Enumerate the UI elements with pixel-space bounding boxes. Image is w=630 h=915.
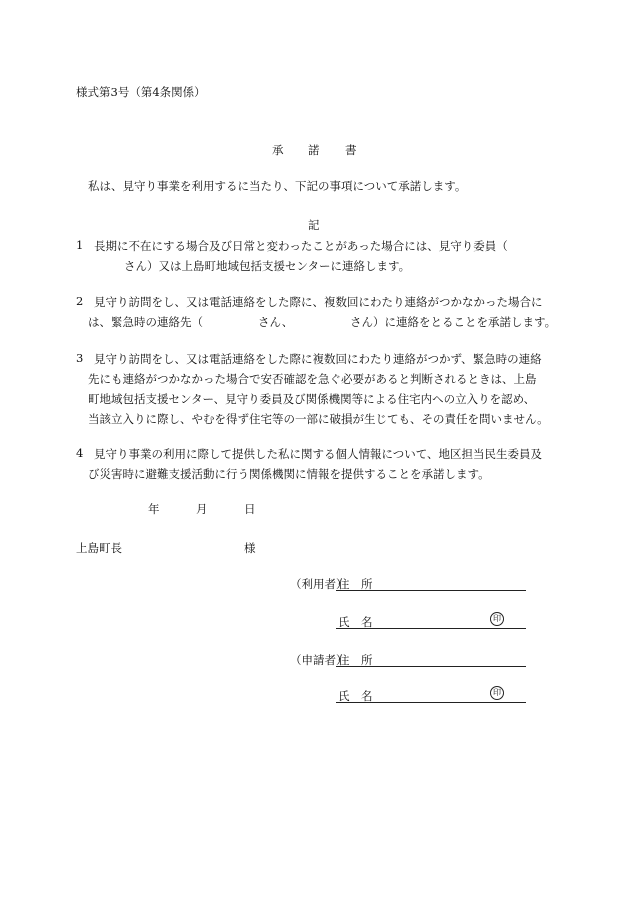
applicant-seal-mark: 印 — [490, 686, 504, 700]
item-line: 長期に不在にする場合及び日常と変わったことがあった場合には、見守り委員（ — [94, 239, 508, 253]
item-line: び災害時に避難支援活動に行う関係機関に情報を提供することを承諾します。 — [88, 467, 490, 481]
user-address-field[interactable] — [336, 590, 526, 591]
item-number: 1 — [76, 238, 84, 252]
title-char-1: 承 — [272, 143, 284, 157]
date-day-label: 日 — [244, 502, 256, 516]
item-number: 4 — [76, 446, 84, 460]
intro-text: 私は、見守り事業を利用するに当たり、下記の事項について承諾します。 — [88, 179, 467, 193]
item-line: は、緊急時の連絡先（ — [88, 315, 203, 329]
addressee-sama: 様 — [244, 541, 256, 555]
ki-heading: 記 — [308, 218, 320, 232]
title-char-2: 諾 — [308, 143, 320, 157]
user-address-label: 住 所 — [338, 577, 373, 591]
item-line: 見守り訪問をし、又は電話連絡をした際に複数回にわたり連絡がつかず、緊急時の連絡 — [94, 352, 542, 366]
item-line: さん）に連絡をとることを承諾します。 — [350, 315, 557, 329]
item-line: 見守り訪問をし、又は電話連絡をした際に、複数回にわたり連絡がつかなかった場合に — [94, 295, 543, 309]
applicant-role-label: （申請者） — [290, 653, 348, 667]
applicant-name-label: 氏 名 — [338, 689, 373, 703]
form-number: 様式第3号（第4条関係） — [76, 85, 206, 99]
date-year-label: 年 — [148, 502, 160, 516]
item-line: さん、 — [258, 315, 294, 329]
item-line: 先にも連絡がつかなかった場合で安否確認を急ぐ必要があると判断されるときは、上島 — [88, 372, 537, 386]
item-line: 見守り事業の利用に際して提供した私に関する個人情報について、地区担当民生委員及 — [94, 447, 543, 461]
user-role-label: （利用者） — [290, 577, 348, 591]
date-month-label: 月 — [196, 502, 208, 516]
item-line: 町地域包括支援センター、見守り委員及び関係機関等による住宅内への立入りを認め、 — [88, 392, 536, 406]
user-name-field[interactable] — [336, 628, 526, 629]
item-line: 当該立入りに際し、やむを得ず住宅等の一部に破損が生じても、その責任を問いません。 — [88, 412, 549, 426]
title-char-3: 書 — [345, 143, 357, 157]
applicant-name-field[interactable] — [336, 702, 526, 703]
applicant-address-field[interactable] — [336, 666, 526, 667]
user-seal-mark: 印 — [490, 612, 504, 626]
item-number: 3 — [76, 351, 84, 365]
item-number: 2 — [76, 294, 84, 308]
user-name-label: 氏 名 — [338, 615, 373, 629]
item-line: さん）又は上島町地域包括支援センターに連絡します。 — [124, 259, 411, 273]
addressee-name: 上島町長 — [76, 541, 122, 555]
applicant-address-label: 住 所 — [338, 653, 373, 667]
